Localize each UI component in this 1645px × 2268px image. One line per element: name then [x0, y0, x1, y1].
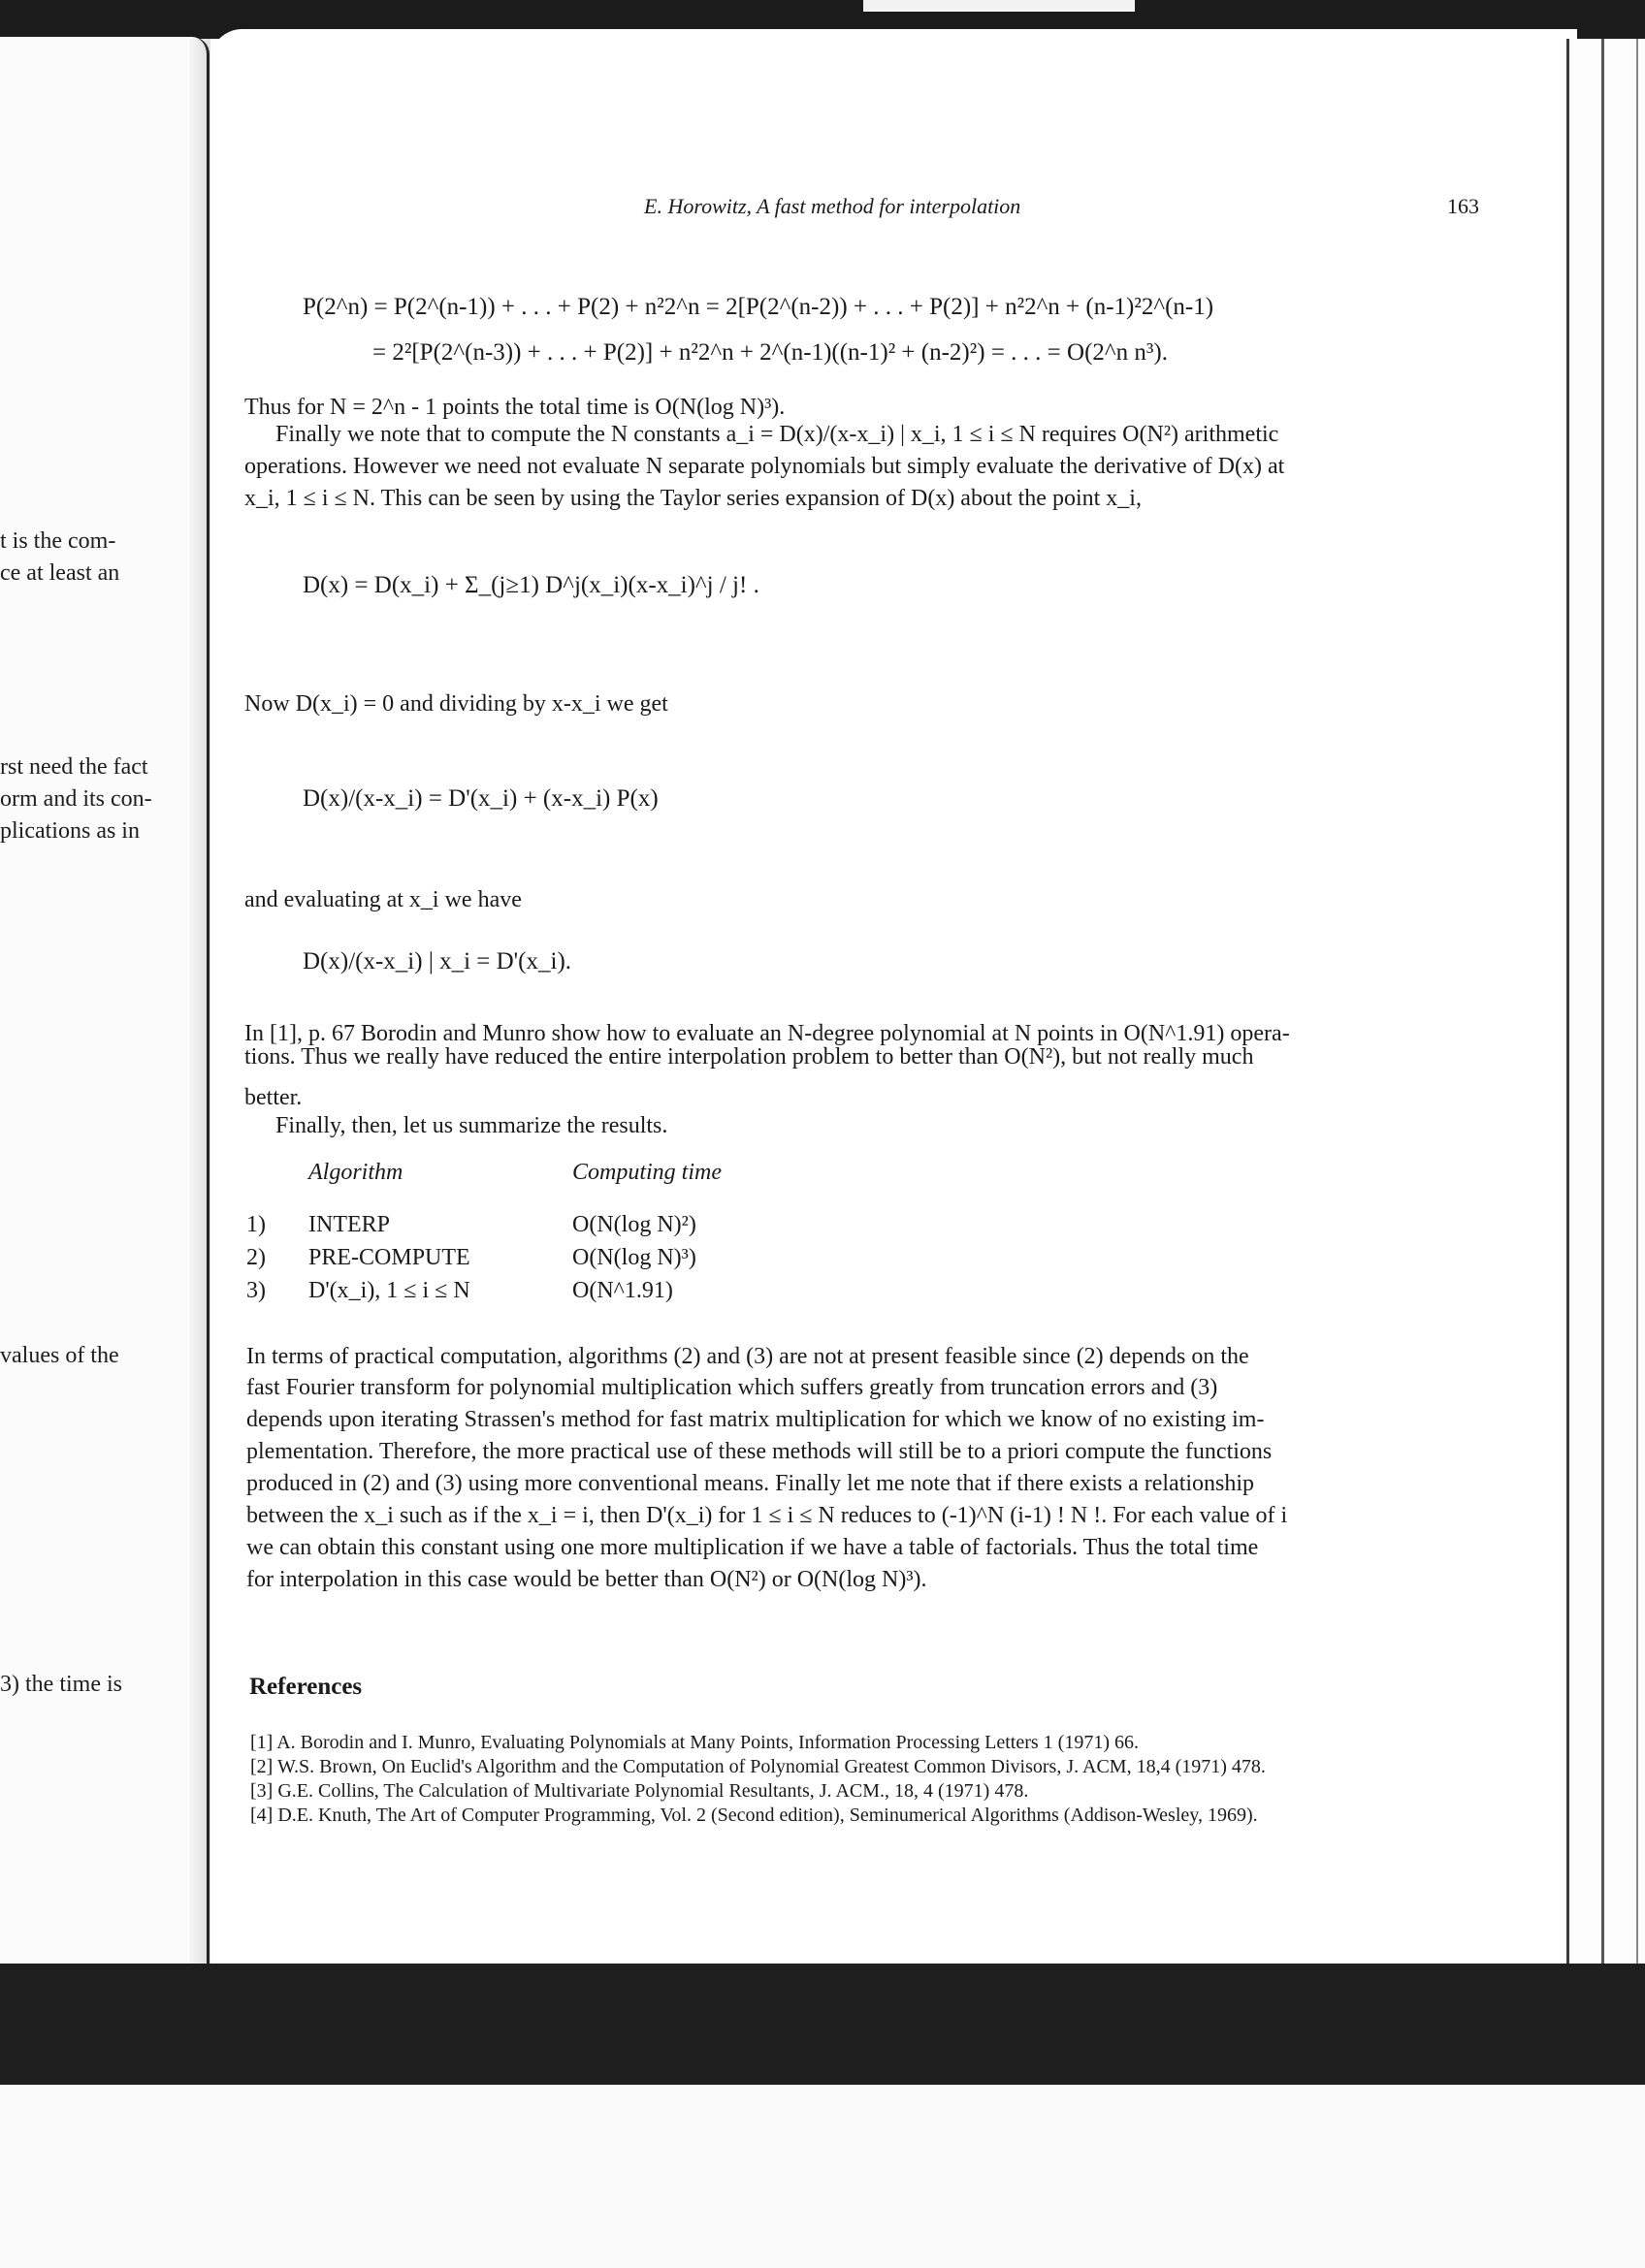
- conclusion-line: In terms of practical computation, algorithms (2) and (3) are not at present feasible since (2) depends on the: [246, 1344, 1249, 1369]
- equation-text: D(x) = D(x_i) + Σ_(j≥1) D^j(x_i)(x-x_i)^j / j! .: [303, 572, 759, 598]
- equation-text: = 2²[P(2^(n-3)) + . . . + P(2)] + n²2^n + 2^(n-1)((n-1)² + (n-2)²) = . . . = O(2^n n³).: [372, 339, 1168, 366]
- spine-shadow: [189, 39, 210, 1968]
- paragraph-borodin-line3: better.: [244, 1085, 303, 1110]
- table-cell-time: O(N^1.91): [572, 1278, 673, 1303]
- facing-page-text: ce at least an: [0, 560, 120, 586]
- equation-text: D(x)/(x-x_i) = D'(x_i) + (x-x_i) P(x): [303, 785, 659, 812]
- equation-text: P(2^n) = P(2^(n-1)) + . . . + P(2) + n²2^n = 2[P(2^(n-2)) + . . . + P(2)] + n²2^n + (n-1)²2^(n-1): [303, 294, 1214, 320]
- equation-division: [303, 785, 659, 813]
- page-edge-line: [1601, 39, 1604, 1964]
- scan-bottom-border: [0, 1964, 1645, 2085]
- facing-page-text: 3) the time is: [0, 1672, 122, 1697]
- paragraph-now: Now D(x_i) = 0 and dividing by x-x_i we get: [244, 691, 668, 717]
- paragraph-thus: Thus for N = 2^n - 1 points the total time is O(N(log N)³).: [244, 395, 786, 420]
- table-cell-algorithm: PRE-COMPUTE: [308, 1245, 470, 1270]
- paragraph-borodin-line2: tions. Thus we really have reduced the entire interpolation problem to better than O(N²), but not really much: [244, 1044, 1254, 1070]
- paragraph-borodin-line1: In [1], p. 67 Borodin and Munro show how to evaluate an N-degree polynomial at N points in O(N^1.91) opera-: [244, 1021, 1290, 1046]
- equation-taylor: [303, 572, 759, 599]
- conclusion-line: fast Fourier transform for polynomial multiplication which suffers greatly from truncation errors and (3): [246, 1375, 1218, 1400]
- equation-recurrence-line2: [372, 339, 1168, 367]
- facing-page-text: t is the com-: [0, 528, 116, 554]
- facing-page-text: orm and its con-: [0, 786, 152, 812]
- paragraph-summary: Finally, then, let us summarize the results.: [275, 1113, 668, 1138]
- table-cell-algorithm: D'(x_i), 1 ≤ i ≤ N: [308, 1278, 470, 1303]
- table-header-computing-time: Computing time: [572, 1160, 722, 1185]
- conclusion-line: plementation. Therefore, the more practical use of these methods will still be to a priori compute the functions: [246, 1439, 1273, 1464]
- table-cell-time: O(N(log N)³): [572, 1245, 696, 1270]
- reference-item: [2] W.S. Brown, On Euclid's Algorithm and the Computation of Polynomial Greatest Common Divisors, J. ACM, 18,4 (1971) 478.: [250, 1756, 1266, 1777]
- references-heading: References: [249, 1674, 363, 1700]
- equation-text: D(x)/(x-x_i) | x_i = D'(x_i).: [303, 948, 572, 974]
- paragraph-finally-line1: Finally we note that to compute the N constants a_i = D(x)/(x-x_i) | x_i, 1 ≤ i ≤ N requires O(N²) arithmetic: [275, 422, 1279, 447]
- equation-recurrence-line1: [303, 294, 1213, 321]
- conclusion-line: for interpolation in this case would be better than O(N²) or O(N(log N)³).: [246, 1567, 927, 1592]
- table-cell-time: O(N(log N)²): [572, 1212, 696, 1237]
- equation-evaluation: [303, 948, 571, 975]
- conclusion-line: we can obtain this constant using one more multiplication if we have a table of factorials. Thus the total time: [246, 1535, 1259, 1560]
- table-row-number: 2): [246, 1245, 266, 1270]
- page-edge-line: [1636, 39, 1638, 1964]
- conclusion-line: produced in (2) and (3) using more conventional means. Finally let me note that if there exists a relationship: [246, 1471, 1255, 1496]
- conclusion-line: depends upon iterating Strassen's method for fast matrix multiplication for which we know of no existing im-: [246, 1407, 1265, 1432]
- table-row-number: 3): [246, 1278, 266, 1303]
- running-title: E. Horowitz, A fast method for interpolation: [644, 194, 1021, 218]
- paragraph-finally-line3: x_i, 1 ≤ i ≤ N. This can be seen by using the Taylor series expansion of D(x) about the point x_i,: [244, 486, 1142, 511]
- table-cell-algorithm: INTERP: [308, 1212, 390, 1237]
- facing-page-text: rst need the fact: [0, 754, 148, 780]
- conclusion-line: between the x_i such as if the x_i = i, then D'(x_i) for 1 ≤ i ≤ N reduces to (-1)^N (i-1) ! N !. For each value of i: [246, 1503, 1288, 1528]
- table-header-algorithm: Algorithm: [308, 1160, 403, 1185]
- reference-item: [1] A. Borodin and I. Munro, Evaluating Polynomials at Many Points, Information Processing Letters 1 (1971) 66.: [250, 1732, 1139, 1753]
- facing-page-text: plications as in: [0, 818, 140, 844]
- page-edge-line: [1566, 39, 1569, 1964]
- paragraph-finally-line2: operations. However we need not evaluate N separate polynomials but simply evaluate the derivative of D(x) at: [244, 454, 1285, 479]
- reference-item: [3] G.E. Collins, The Calculation of Multivariate Polynomial Resultants, J. ACM., 18, 4 (1971) 478.: [250, 1780, 1029, 1802]
- scan-top-notch: [863, 0, 1135, 12]
- facing-page-text: values of the: [0, 1343, 119, 1368]
- page-stack-edge: [1564, 39, 1645, 1964]
- paragraph-evaluating: and evaluating at x_i we have: [244, 887, 522, 912]
- table-row-number: 1): [246, 1212, 266, 1237]
- page-number: 163: [1447, 194, 1479, 218]
- reference-item: [4] D.E. Knuth, The Art of Computer Programming, Vol. 2 (Second edition), Seminumerical Algorithms (Addison-Wesley, 1969).: [250, 1805, 1258, 1826]
- scan-bottom-margin: [0, 2085, 1645, 2268]
